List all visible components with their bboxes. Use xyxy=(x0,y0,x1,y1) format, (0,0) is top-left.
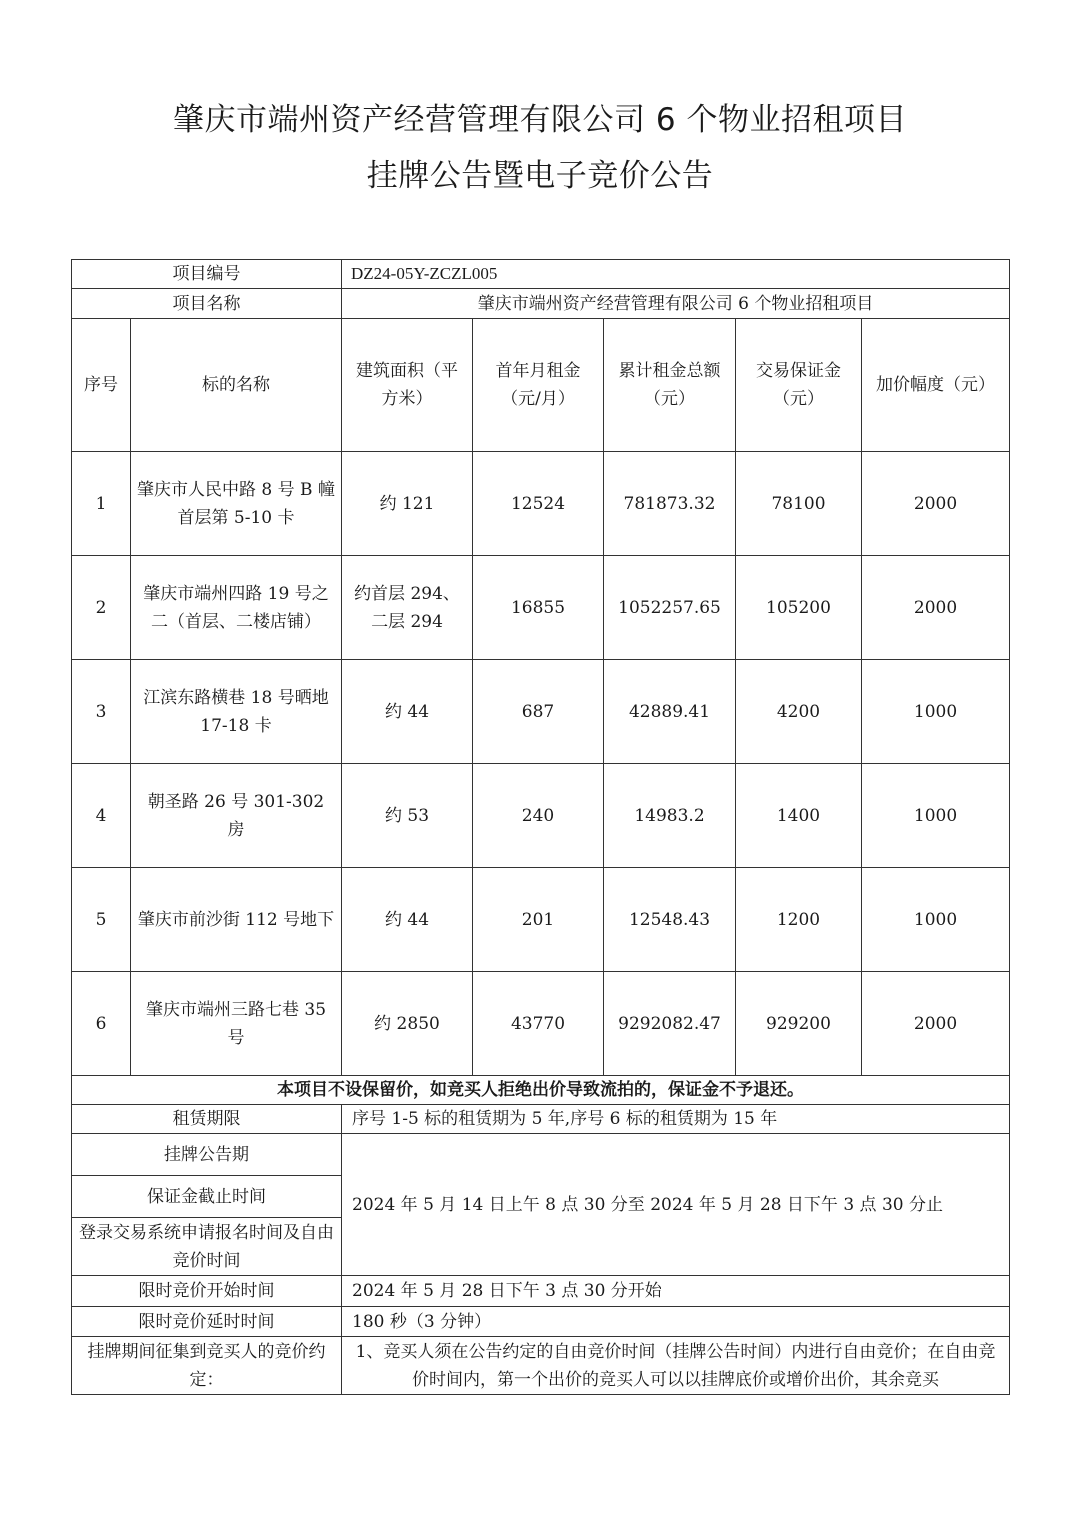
row-total: 42889.41 xyxy=(604,660,736,764)
header-row xyxy=(72,319,1010,452)
row-area: 约 121 xyxy=(342,452,473,556)
row-increment: 2000 xyxy=(862,452,1010,556)
project-name-label: 项目名称 xyxy=(72,289,342,319)
row-name: 朝圣路 26 号 301-302 房 xyxy=(131,764,342,868)
project-name-row xyxy=(72,289,1010,319)
listing-period-label: 挂牌公告期 xyxy=(72,1134,342,1176)
row-area: 约 53 xyxy=(342,764,473,868)
listing-period-row xyxy=(72,1134,1010,1176)
reserve-price-notice: 本项目不设保留价，如竞买人拒绝出价导致流拍的，保证金不予退还。 xyxy=(72,1076,1010,1105)
row-total: 12548.43 xyxy=(604,868,736,972)
row-rent: 12524 xyxy=(473,452,604,556)
row-total: 14983.2 xyxy=(604,764,736,868)
document-title-line1: 肇庆市端州资产经营管理有限公司 6 个物业招租项目 xyxy=(173,102,907,138)
header-seq: 序号 xyxy=(72,319,131,452)
header-rent: 首年月租金（元/月） xyxy=(473,319,604,452)
row-rent: 43770 xyxy=(473,972,604,1076)
agreement-row xyxy=(72,1337,1010,1395)
timed-start-value: 2024 年 5 月 28 日下午 3 点 30 分开始 xyxy=(342,1276,1010,1307)
row-total: 781873.32 xyxy=(604,452,736,556)
project-code-value: DZ24-05Y-ZCZL005 xyxy=(342,260,1010,289)
agreement-value: 1、竞买人须在公告约定的自由竞价时间（挂牌公告时间）内进行自由竞价；在自由竞价时间内，第一个出价的竞买人可以以挂牌底价或增价出价，其余竞买 xyxy=(342,1337,1010,1395)
table-row xyxy=(72,660,1010,764)
header-deposit: 交易保证金（元） xyxy=(736,319,862,452)
project-name-value: 肇庆市端州资产经营管理有限公司 6 个物业招租项目 xyxy=(342,289,1010,319)
table-row xyxy=(72,972,1010,1076)
row-name: 肇庆市人民中路 8 号 B 幢首层第 5-10 卡 xyxy=(131,452,342,556)
row-total: 1052257.65 xyxy=(604,556,736,660)
row-seq: 3 xyxy=(72,660,131,764)
row-area: 约首层 294、二层 294 xyxy=(342,556,473,660)
row-name: 肇庆市端州三路七巷 35 号 xyxy=(131,972,342,1076)
timed-delay-row xyxy=(72,1307,1010,1337)
lease-label: 租赁期限 xyxy=(72,1105,342,1134)
auction-table xyxy=(71,259,1010,1395)
row-seq: 5 xyxy=(72,868,131,972)
row-deposit: 1200 xyxy=(736,868,862,972)
row-deposit: 929200 xyxy=(736,972,862,1076)
header-increment: 加价幅度（元） xyxy=(862,319,1010,452)
agreement-label: 挂牌期间征集到竞买人的竞价约定： xyxy=(72,1337,342,1395)
header-total: 累计租金总额（元） xyxy=(604,319,736,452)
row-deposit: 78100 xyxy=(736,452,862,556)
row-name: 肇庆市前沙街 112 号地下 xyxy=(131,868,342,972)
row-total: 9292082.47 xyxy=(604,972,736,1076)
row-deposit: 1400 xyxy=(736,764,862,868)
lease-value: 序号 1-5 标的租赁期为 5 年,序号 6 标的租赁期为 15 年 xyxy=(342,1105,1010,1134)
header-name: 标的名称 xyxy=(131,319,342,452)
row-rent: 240 xyxy=(473,764,604,868)
row-area: 约 44 xyxy=(342,660,473,764)
project-code-label: 项目编号 xyxy=(72,260,342,289)
row-rent: 687 xyxy=(473,660,604,764)
header-area: 建筑面积（平方米） xyxy=(342,319,473,452)
row-increment: 1000 xyxy=(862,764,1010,868)
row-deposit: 105200 xyxy=(736,556,862,660)
register-time-label: 登录交易系统申请报名时间及自由竞价时间 xyxy=(72,1218,342,1276)
row-seq: 4 xyxy=(72,764,131,868)
table-row xyxy=(72,764,1010,868)
row-deposit: 4200 xyxy=(736,660,862,764)
project-code-row xyxy=(72,260,1010,289)
timed-delay-value: 180 秒（3 分钟） xyxy=(342,1307,1010,1337)
row-rent: 201 xyxy=(473,868,604,972)
timed-delay-label: 限时竞价延时时间 xyxy=(72,1307,342,1337)
document-title-line2: 挂牌公告暨电子竞价公告 xyxy=(366,158,714,194)
table-row xyxy=(72,868,1010,972)
row-increment: 1000 xyxy=(862,660,1010,764)
table-row xyxy=(72,452,1010,556)
row-area: 约 44 xyxy=(342,868,473,972)
lease-row xyxy=(72,1105,1010,1134)
row-area: 约 2850 xyxy=(342,972,473,1076)
row-increment: 2000 xyxy=(862,556,1010,660)
row-increment: 1000 xyxy=(862,868,1010,972)
row-increment: 2000 xyxy=(862,972,1010,1076)
row-seq: 1 xyxy=(72,452,131,556)
row-rent: 16855 xyxy=(473,556,604,660)
table-row xyxy=(72,556,1010,660)
notice-row xyxy=(72,1076,1010,1105)
row-name: 江滨东路横巷 18 号晒地 17-18 卡 xyxy=(131,660,342,764)
period-value: 2024 年 5 月 14 日上午 8 点 30 分至 2024 年 5 月 28 日下午 3 点 30 分止 xyxy=(342,1134,1010,1276)
timed-start-row xyxy=(72,1276,1010,1307)
deposit-deadline-label: 保证金截止时间 xyxy=(72,1176,342,1218)
row-seq: 6 xyxy=(72,972,131,1076)
timed-start-label: 限时竞价开始时间 xyxy=(72,1276,342,1307)
row-name: 肇庆市端州四路 19 号之二（首层、二楼店铺） xyxy=(131,556,342,660)
row-seq: 2 xyxy=(72,556,131,660)
